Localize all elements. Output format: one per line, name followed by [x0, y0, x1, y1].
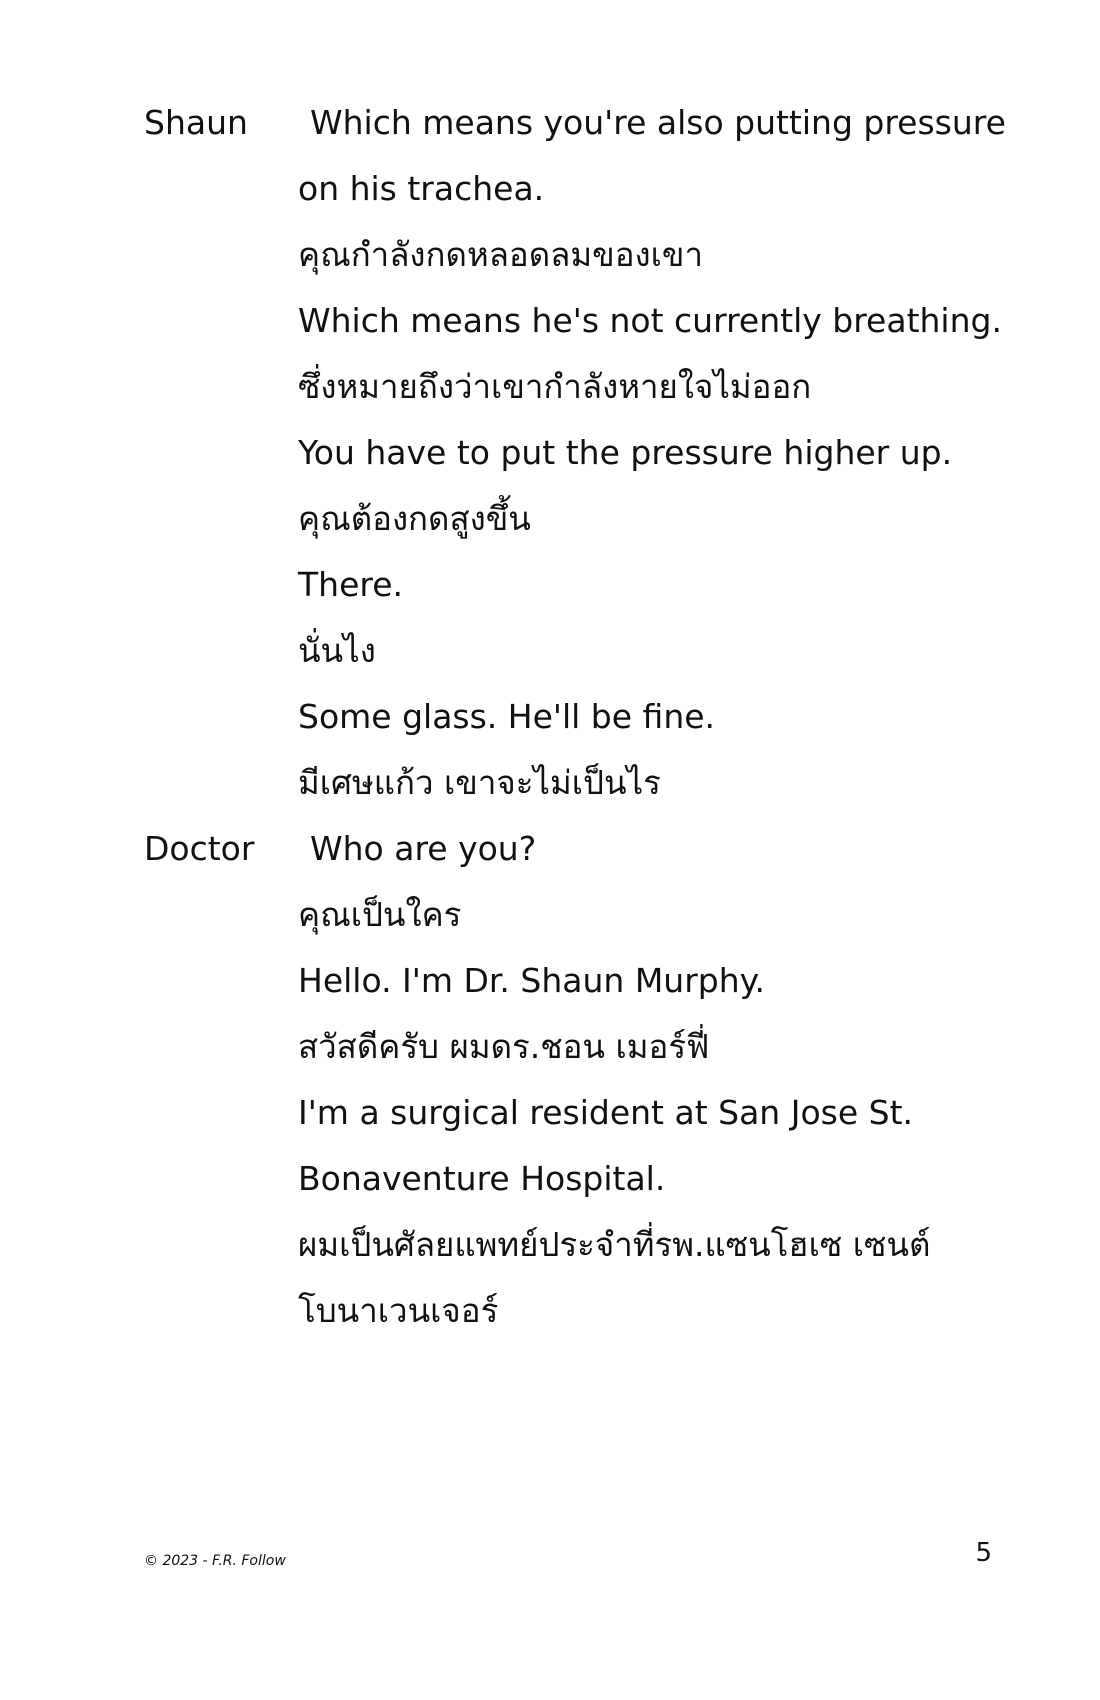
dialogue-line-translation: คุณเป็นใคร: [298, 895, 462, 934]
speaker-name: Doctor: [144, 829, 255, 868]
dialogue-line-translation: ผมเป็นศัลยแพทย์ประจำที่รพ.แซนโฮเซ เซนต์: [298, 1225, 931, 1264]
dialogue-line-translation: นั่นไง: [298, 631, 376, 670]
dialogue-line-translation: ซึ่งหมายถึงว่าเขากำลังหายใจไม่ออก: [298, 367, 812, 406]
dialogue-line: You have to put the pressure higher up.: [298, 433, 953, 472]
dialogue-line-translation: คุณกำลังกดหลอดลมของเขา: [298, 235, 704, 274]
dialogue-line-translation: โบนาเวนเจอร์: [298, 1291, 499, 1330]
dialogue-line-translation: สวัสดีครับ ผมดร.ชอน เมอร์ฟี่: [298, 1027, 710, 1066]
dialogue-line: Which means you're also putting pressure: [310, 103, 1006, 142]
dialogue-line: There.: [298, 565, 404, 604]
dialogue-line-translation: มีเศษแก้ว เขาจะไม่เป็นไร: [298, 763, 661, 802]
dialogue-line: on his trachea.: [298, 169, 545, 208]
dialogue-line: Hello. I'm Dr. Shaun Murphy.: [298, 961, 765, 1000]
dialogue-line: Who are you?: [310, 829, 537, 868]
speaker-name: Shaun: [144, 103, 248, 142]
page-number: 5: [975, 1538, 992, 1568]
dialogue-line: Some glass. He'll be fine.: [298, 697, 716, 736]
dialogue-line: Bonaventure Hospital.: [298, 1159, 666, 1198]
dialogue-lines: [298, 90, 1018, 816]
dialogue-line: I'm a surgical resident at San Jose St.: [298, 1093, 913, 1132]
copyright-notice: © 2023 - F.R. Follow: [144, 1553, 286, 1569]
dialogue-line: Which means he's not currently breathing.: [298, 301, 1002, 340]
dialogue-lines: [298, 816, 1018, 1344]
dialogue-line-translation: คุณต้องกดสูงขึ้น: [298, 499, 531, 538]
